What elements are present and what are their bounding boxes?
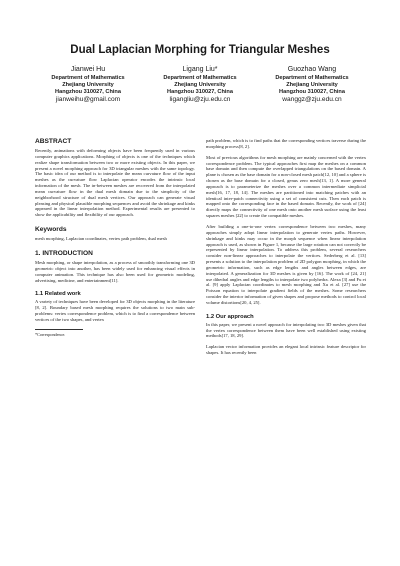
our-approach-heading: 1.2 Our approach: [206, 313, 254, 320]
footnote-rule: [35, 329, 83, 330]
related-work-heading: 1.1 Related work: [35, 291, 81, 298]
right-column: [206, 138, 366, 361]
author-dept: Department of Mathematics: [51, 74, 125, 81]
author-3: [258, 66, 366, 104]
body-paragraph: After building a one-to-one vertex correspondence between two meshes, many approaches simply adopt linear interpolation to generate vertex paths. However, shrinkage and kinks may occur in the morph sequence when linear interpolation approach is used, as shown in Figure 1, because the large rotation can not correctly be represented by linear interpolation. To address this problem, several researchers consider non-linear approaches to interpolate the vertices. Sederberg et al. [13] presents a solution to the interpolation problem of 2D polygon morphing, in which the geometric information, such as edge lengths and angles between edges, are interpolated. A generalization for 3D meshes is given by [16]. The work of [24, 21] use dihedral angles and edge lengths to interpolate two polyhedra. Alexa [3] and Fu et al. [9] apply Laplacian coordinates to mesh morphing and Xu et al. [27] use the Poisson equation to interpolate gradient fields of the meshes. Some researchers consider the interior information of given shapes and propose methods to control local volume distortions[20, 4, 25].: [206, 223, 366, 305]
author-email: jianweihu@gmail.com: [55, 96, 121, 104]
related-work-text: A variety of techniques have been developed for 3D objects morphing in the literature [8, 2]. Boundary based mesh morphing requires the solutions to two main sub-problems: vertex correspondence problem, which is to find a correspondence between vertices of the two shapes, and vertex: [35, 299, 195, 322]
approach-paragraph: Laplacian vector information provides an elegant local intrinsic feature descriptor for shapes. It has recently been: [206, 344, 366, 356]
keywords-text: mesh morphing, Laplacian coordinates, vertex path problem, dual mesh: [35, 236, 167, 242]
body-paragraph: Most of previous algorithms for mesh morphing are mainly concerned with the vertex correspondence problem. The typical approaches first map the meshes on a common base domain and then compute the overlapped triangulations on the based domain. A plane is chosen as the base domain for a non-closed mesh patch[12, 10] and a sphere is chosen as the base domain for a closed, genus zero mesh[13, 1]. A more general approach is to parameterize the meshes over a common intermediate simplicial mesh[16, 17, 18, 14]. The meshes are partitioned into matching patches with an identical inter-patch connectivity using a set of consistent cuts. Then each patch is mapped onto the corresponding face in the based domain. Recently, the work of [24] directly maps the connectivity of one mesh onto another mesh surface using the least squares meshes [22] to create the compatible meshes.: [206, 154, 366, 219]
intro-text: Mesh morphing, or shape interpolation, as a process of smoothly transforming one 3D geometric object into another, has been widely used for enhancing visual effects in computer animation. This technique has also been used for geometric modeling, advertising, medicine, and entertainment[11].: [35, 259, 195, 283]
author-name: Guozhao Wang: [287, 66, 337, 73]
intro-heading: 1. INTRODUCTION: [35, 249, 93, 257]
author-2: [146, 66, 254, 104]
author-addr: Hangzhou 310027, China: [279, 88, 345, 95]
author-dept: Department of Mathematics: [163, 74, 237, 81]
author-email: ligangliu@zju.edu.cn: [169, 96, 231, 104]
author-univ: Zhejiang University: [286, 81, 338, 88]
paper-title: Dual Laplacian Morphing for Triangular Meshes: [70, 44, 330, 56]
author-univ: Zhejiang University: [174, 81, 226, 88]
author-1: [34, 66, 142, 104]
footnote: *Correspondence.: [35, 331, 66, 337]
author-addr: Hangzhou 310027, China: [167, 88, 233, 95]
author-univ: Zhejiang University: [62, 81, 114, 88]
abstract-text: Recently, animations with deforming objects have been frequently used in various computer graphics applications. Morphing of objects is one of the techniques which realize shape transformation between two or more existing objects. In this paper, we present a novel morphing approach for 3D triangular meshes with the same topology. The basic idea of our method is to interpolate the mean curvature flow of the input meshes as the curvature flow Laplacian operator encodes the intrinsic local information of the mesh. The in-between meshes are recovered from the interpolated mean curvature flow in the dual mesh domain due to the simplicity of the neighborhood structure of dual mesh vertices. Our approach can generate visual pleasing and physical plausible morphing sequences and avoid the shrinkage and kinks appeared in the linear interpolation method. Experimental results are presented to show the applicability and flexibility of our approach.: [35, 148, 195, 218]
body-paragraph: path problem, which is to find paths that the corresponding vertices traverse during the morphing process[8, 2].: [206, 138, 366, 149]
approach-paragraph: In this paper, we present a novel approach for interpolating two 3D meshes given that the vertex correspondence between them have been well established using existing methods[17, 18, 29].: [206, 321, 366, 339]
author-addr: Hangzhou 310027, China: [55, 88, 121, 95]
author-email: wanggz@zju.edu.cn: [282, 96, 342, 104]
left-column: [35, 138, 195, 337]
author-name: Jianwei Hu: [70, 66, 106, 73]
abstract-heading: ABSTRACT: [35, 138, 72, 145]
author-name: Ligang Liu*: [182, 66, 218, 73]
author-block: [34, 66, 366, 104]
keywords-heading: Keywords: [35, 226, 67, 234]
author-dept: Department of Mathematics: [275, 74, 349, 81]
